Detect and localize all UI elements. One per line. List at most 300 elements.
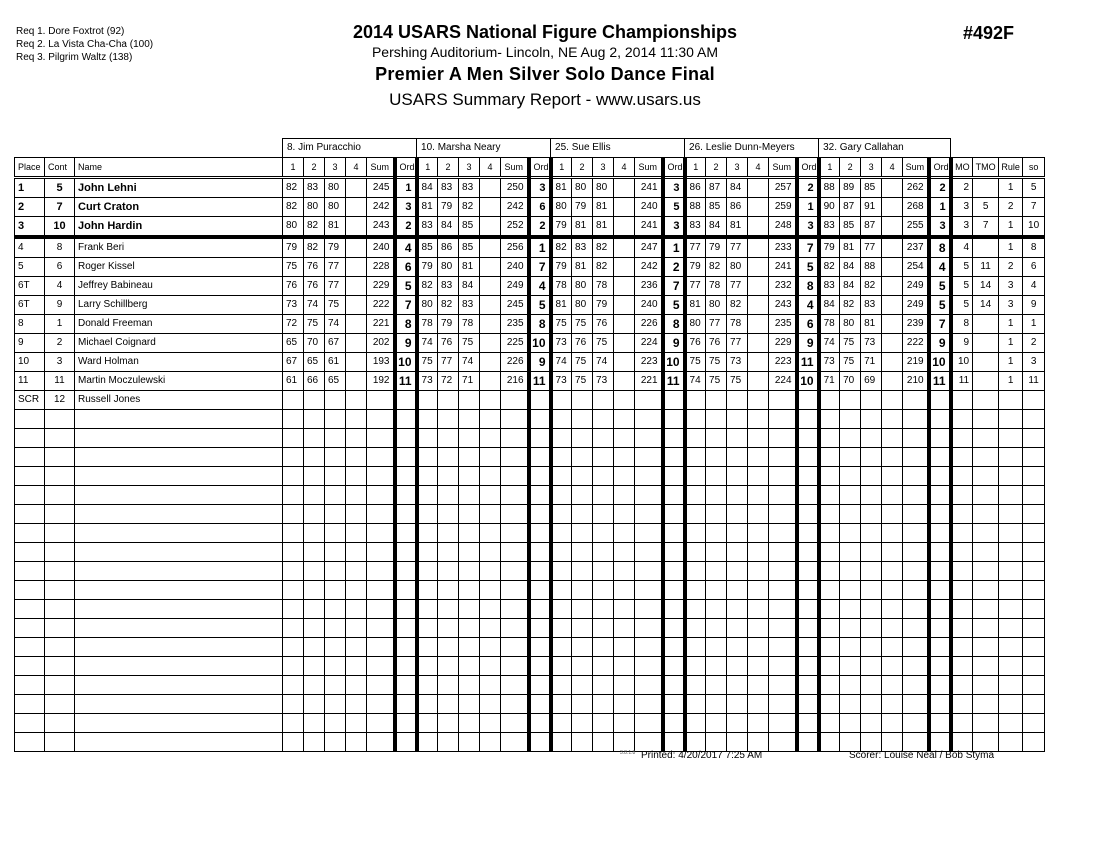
empty-cell — [819, 543, 840, 562]
score-cell — [325, 391, 346, 410]
ordinal-cell: 2 — [529, 217, 551, 238]
mo-cell: 10 — [951, 353, 973, 372]
empty-cell — [480, 562, 501, 581]
score-cell — [614, 315, 635, 334]
score-cell: 82 — [283, 178, 304, 198]
header-judge4-4: 4 — [748, 158, 769, 178]
header-judge4-3: 3 — [727, 158, 748, 178]
empty-cell — [748, 524, 769, 543]
score-cell: 89 — [840, 178, 861, 198]
sum-cell: 223 — [769, 353, 797, 372]
ordinal-cell: 3 — [529, 178, 551, 198]
empty-cell — [593, 619, 614, 638]
empty-cell — [593, 600, 614, 619]
table-row — [15, 296, 1045, 315]
empty-cell — [748, 657, 769, 676]
empty-cell — [593, 448, 614, 467]
empty-cell — [769, 619, 797, 638]
empty-cell — [367, 676, 395, 695]
empty-cell — [929, 543, 951, 562]
empty-cell — [459, 505, 480, 524]
empty-cell — [840, 410, 861, 429]
ordinal-cell: 6 — [395, 258, 417, 277]
empty-cell — [999, 638, 1023, 657]
ordinal-cell: 4 — [395, 237, 417, 258]
score-cell: 75 — [840, 334, 861, 353]
empty-cell — [593, 486, 614, 505]
judge-name-3: 25. Sue Ellis — [551, 139, 685, 158]
empty-cell — [501, 410, 529, 429]
header-judge1-ord: Ord — [395, 158, 417, 178]
score-cell — [480, 391, 501, 410]
ordinal-cell: 8 — [395, 315, 417, 334]
empty-cell — [769, 657, 797, 676]
empty-cell — [45, 505, 75, 524]
empty-cell — [819, 600, 840, 619]
empty-cell — [635, 429, 663, 448]
score-cell — [480, 178, 501, 198]
empty-cell — [840, 733, 861, 752]
ordinal-cell: 2 — [929, 178, 951, 198]
score-cell: 75 — [572, 315, 593, 334]
empty-cell — [614, 714, 635, 733]
empty-cell — [395, 524, 417, 543]
empty-cell — [614, 448, 635, 467]
score-cell — [882, 353, 903, 372]
score-cell: 71 — [861, 353, 882, 372]
empty-cell — [304, 543, 325, 562]
sum-cell: 210 — [903, 372, 929, 391]
empty-cell — [417, 562, 438, 581]
empty-cell — [769, 600, 797, 619]
score-cell — [480, 198, 501, 217]
empty-cell — [572, 486, 593, 505]
empty-cell — [501, 714, 529, 733]
score-cell: 82 — [438, 296, 459, 315]
empty-cell — [395, 714, 417, 733]
score-cell: 78 — [417, 315, 438, 334]
empty-cell — [304, 486, 325, 505]
empty-cell — [840, 543, 861, 562]
score-cell — [480, 334, 501, 353]
score-cell — [480, 277, 501, 296]
empty-cell — [529, 714, 551, 733]
score-cell: 79 — [417, 258, 438, 277]
score-cell: 79 — [325, 237, 346, 258]
sum-cell: 249 — [501, 277, 529, 296]
empty-cell — [395, 657, 417, 676]
empty-cell — [706, 410, 727, 429]
empty-cell — [417, 543, 438, 562]
score-cell — [459, 391, 480, 410]
score-cell — [346, 372, 367, 391]
empty-cell — [1023, 524, 1045, 543]
score-cell: 84 — [727, 178, 748, 198]
score-cell — [882, 315, 903, 334]
score-cell: 83 — [459, 178, 480, 198]
header-judge4-sum: Sum — [769, 158, 797, 178]
sum-cell: 241 — [635, 178, 663, 198]
empty-cell — [973, 448, 999, 467]
score-cell: 81 — [459, 258, 480, 277]
empty-cell — [663, 676, 685, 695]
score-cell — [748, 353, 769, 372]
empty-cell — [346, 410, 367, 429]
empty-cell — [283, 467, 304, 486]
judge-name-2: 10. Marsha Neary — [417, 139, 551, 158]
score-cell: 86 — [438, 237, 459, 258]
empty-cell — [480, 429, 501, 448]
empty-row — [15, 638, 1045, 657]
empty-cell — [861, 581, 882, 600]
empty-cell — [840, 695, 861, 714]
empty-cell — [501, 638, 529, 657]
mo-cell: 9 — [951, 334, 973, 353]
empty-cell — [480, 619, 501, 638]
empty-cell — [882, 562, 903, 581]
empty-cell — [973, 714, 999, 733]
empty-cell — [346, 638, 367, 657]
tmo-cell — [973, 334, 999, 353]
score-cell — [882, 198, 903, 217]
score-cell: 81 — [572, 258, 593, 277]
empty-cell — [727, 581, 748, 600]
empty-cell — [727, 657, 748, 676]
empty-cell — [459, 600, 480, 619]
sum-cell: 259 — [769, 198, 797, 217]
empty-cell — [614, 733, 635, 752]
score-cell: 80 — [438, 258, 459, 277]
ordinal-cell: 2 — [395, 217, 417, 238]
empty-cell — [45, 619, 75, 638]
empty-cell — [572, 638, 593, 657]
empty-cell — [480, 543, 501, 562]
empty-cell — [819, 695, 840, 714]
score-cell: 69 — [861, 372, 882, 391]
empty-cell — [367, 467, 395, 486]
empty-cell — [903, 676, 929, 695]
empty-cell — [480, 524, 501, 543]
so-cell: 8 — [1023, 237, 1045, 258]
empty-row — [15, 657, 1045, 676]
empty-cell — [614, 429, 635, 448]
empty-cell — [840, 600, 861, 619]
place-cell: 6T — [15, 277, 45, 296]
mo-cell: 11 — [951, 372, 973, 391]
empty-cell — [325, 657, 346, 676]
empty-cell — [346, 676, 367, 695]
empty-cell — [501, 505, 529, 524]
empty-cell — [614, 619, 635, 638]
empty-cell — [1023, 714, 1045, 733]
empty-cell — [501, 676, 529, 695]
sum-cell: 239 — [903, 315, 929, 334]
header-judge2-4: 4 — [480, 158, 501, 178]
empty-cell — [748, 619, 769, 638]
sum-cell: 255 — [903, 217, 929, 238]
empty-cell — [882, 657, 903, 676]
empty-cell — [367, 581, 395, 600]
score-cell — [346, 391, 367, 410]
empty-cell — [706, 714, 727, 733]
empty-cell — [748, 448, 769, 467]
score-cell — [480, 315, 501, 334]
empty-cell — [727, 676, 748, 695]
score-cell: 84 — [819, 296, 840, 315]
empty-cell — [929, 733, 951, 752]
score-cell: 82 — [283, 198, 304, 217]
empty-cell — [635, 543, 663, 562]
header-judge1-1: 1 — [283, 158, 304, 178]
sum-cell: 235 — [501, 315, 529, 334]
score-cell: 80 — [840, 315, 861, 334]
score-cell: 83 — [685, 217, 706, 238]
empty-cell — [951, 733, 973, 752]
empty-cell — [325, 695, 346, 714]
score-cell: 71 — [819, 372, 840, 391]
empty-cell — [75, 600, 283, 619]
empty-cell — [840, 714, 861, 733]
ordinal-cell: 6 — [797, 315, 819, 334]
score-cell: 85 — [840, 217, 861, 238]
empty-cell — [593, 581, 614, 600]
empty-row — [15, 676, 1045, 695]
empty-cell — [973, 733, 999, 752]
empty-cell — [395, 410, 417, 429]
score-cell: 84 — [706, 217, 727, 238]
score-cell — [819, 391, 840, 410]
score-cell — [614, 372, 635, 391]
empty-cell — [417, 467, 438, 486]
score-cell: 83 — [459, 296, 480, 315]
sum-cell: 245 — [501, 296, 529, 315]
empty-cell — [882, 505, 903, 524]
empty-cell — [1023, 581, 1045, 600]
header-name: Name — [75, 158, 283, 178]
empty-cell — [459, 410, 480, 429]
ordinal-cell: 3 — [797, 217, 819, 238]
sum-cell: 250 — [501, 178, 529, 198]
empty-cell — [367, 524, 395, 543]
score-cell: 77 — [685, 277, 706, 296]
ordinal-cell: 7 — [797, 237, 819, 258]
ordinal-cell: 11 — [395, 372, 417, 391]
empty-cell — [973, 581, 999, 600]
judge-name-4: 26. Leslie Dunn-Meyers — [685, 139, 819, 158]
rule-cell: 1 — [999, 334, 1023, 353]
empty-cell — [15, 733, 45, 752]
empty-cell — [748, 733, 769, 752]
empty-cell — [748, 429, 769, 448]
score-cell: 80 — [572, 277, 593, 296]
score-cell: 88 — [819, 178, 840, 198]
empty-cell — [346, 486, 367, 505]
empty-cell — [15, 619, 45, 638]
score-cell: 75 — [304, 315, 325, 334]
empty-cell — [635, 714, 663, 733]
empty-cell — [840, 448, 861, 467]
empty-cell — [346, 448, 367, 467]
empty-cell — [593, 543, 614, 562]
score-cell: 84 — [459, 277, 480, 296]
tmo-cell — [973, 372, 999, 391]
empty-cell — [1023, 600, 1045, 619]
empty-cell — [367, 448, 395, 467]
score-cell — [882, 391, 903, 410]
table-row — [15, 217, 1045, 238]
empty-cell — [438, 676, 459, 695]
score-cell — [882, 296, 903, 315]
score-cell: 79 — [551, 217, 572, 238]
empty-cell — [663, 448, 685, 467]
empty-cell — [861, 733, 882, 752]
so-cell: 2 — [1023, 334, 1045, 353]
score-cell — [748, 178, 769, 198]
empty-cell — [973, 657, 999, 676]
empty-cell — [685, 543, 706, 562]
mo-cell — [951, 391, 973, 410]
empty-cell — [75, 524, 283, 543]
score-cell: 77 — [727, 237, 748, 258]
empty-cell — [529, 657, 551, 676]
score-cell: 77 — [685, 237, 706, 258]
score-cell — [551, 391, 572, 410]
empty-cell — [706, 657, 727, 676]
empty-cell — [1023, 657, 1045, 676]
score-cell: 72 — [283, 315, 304, 334]
score-cell: 81 — [325, 217, 346, 238]
competition-title: 2014 USARS National Figure Championships — [352, 22, 738, 42]
empty-cell — [635, 486, 663, 505]
so-cell: 4 — [1023, 277, 1045, 296]
ordinal-cell: 11 — [929, 372, 951, 391]
empty-cell — [797, 467, 819, 486]
contestant-number-cell: 3 — [45, 353, 75, 372]
score-cell — [614, 217, 635, 238]
empty-cell — [529, 410, 551, 429]
score-cell — [614, 296, 635, 315]
empty-cell — [304, 714, 325, 733]
score-cell — [748, 296, 769, 315]
scorer-names: Scorer: Louise Neal / Bob Styma — [849, 750, 995, 761]
empty-cell — [45, 467, 75, 486]
empty-cell — [529, 429, 551, 448]
empty-cell — [551, 657, 572, 676]
ordinal-cell: 4 — [529, 277, 551, 296]
empty-cell — [748, 714, 769, 733]
empty-cell — [459, 676, 480, 695]
empty-row — [15, 429, 1045, 448]
sum-cell: 192 — [367, 372, 395, 391]
empty-cell — [663, 581, 685, 600]
score-cell — [748, 372, 769, 391]
score-cell: 75 — [706, 353, 727, 372]
empty-cell — [635, 562, 663, 581]
empty-cell — [529, 676, 551, 695]
score-cell: 79 — [819, 237, 840, 258]
empty-cell — [417, 524, 438, 543]
judge-name-5: 32. Gary Callahan — [819, 139, 951, 158]
skater-name-cell: Curt Craton — [75, 198, 283, 217]
score-cell — [685, 391, 706, 410]
table-row — [15, 178, 1045, 198]
score-cell — [346, 296, 367, 315]
empty-cell — [593, 467, 614, 486]
empty-cell — [45, 524, 75, 543]
sum-cell: 240 — [501, 258, 529, 277]
score-cell — [614, 334, 635, 353]
score-cell: 75 — [593, 334, 614, 353]
empty-cell — [929, 562, 951, 581]
empty-cell — [685, 467, 706, 486]
header-judge5-2: 2 — [840, 158, 861, 178]
ordinal-cell: 10 — [797, 372, 819, 391]
rule-cell: 3 — [999, 277, 1023, 296]
column-header-row — [15, 158, 1045, 178]
empty-row — [15, 714, 1045, 733]
so-cell: 6 — [1023, 258, 1045, 277]
score-cell — [614, 237, 635, 258]
empty-cell — [325, 600, 346, 619]
empty-cell — [614, 543, 635, 562]
empty-cell — [929, 676, 951, 695]
empty-cell — [283, 619, 304, 638]
so-cell: 10 — [1023, 217, 1045, 238]
empty-cell — [819, 581, 840, 600]
rule-cell: 1 — [999, 237, 1023, 258]
header-judge5-sum: Sum — [903, 158, 929, 178]
tmo-cell: 7 — [973, 217, 999, 238]
mo-cell: 5 — [951, 258, 973, 277]
empty-cell — [15, 524, 45, 543]
ordinal-cell: 10 — [929, 353, 951, 372]
empty-cell — [797, 486, 819, 505]
empty-cell — [635, 619, 663, 638]
empty-cell — [882, 733, 903, 752]
score-cell: 79 — [283, 237, 304, 258]
empty-cell — [346, 619, 367, 638]
report-subtitle: USARS Summary Report - www.usars.us — [389, 90, 701, 109]
empty-cell — [325, 524, 346, 543]
empty-cell — [840, 581, 861, 600]
empty-cell — [325, 619, 346, 638]
empty-cell — [1023, 543, 1045, 562]
empty-cell — [663, 619, 685, 638]
empty-cell — [45, 638, 75, 657]
header-judge5-3: 3 — [861, 158, 882, 178]
score-cell: 73 — [551, 334, 572, 353]
empty-cell — [304, 733, 325, 752]
ordinal-cell: 4 — [929, 258, 951, 277]
empty-cell — [304, 676, 325, 695]
score-cell: 80 — [706, 296, 727, 315]
score-cell: 78 — [727, 315, 748, 334]
judge-name-1: 8. Jim Puracchio — [283, 139, 417, 158]
empty-cell — [706, 676, 727, 695]
score-cell: 74 — [304, 296, 325, 315]
contestant-number-cell: 4 — [45, 277, 75, 296]
empty-cell — [819, 448, 840, 467]
score-cell: 75 — [706, 372, 727, 391]
empty-cell — [15, 695, 45, 714]
empty-cell — [395, 543, 417, 562]
empty-cell — [283, 581, 304, 600]
empty-cell — [304, 695, 325, 714]
score-cell: 67 — [283, 353, 304, 372]
score-cell: 78 — [819, 315, 840, 334]
empty-cell — [501, 581, 529, 600]
empty-cell — [417, 429, 438, 448]
